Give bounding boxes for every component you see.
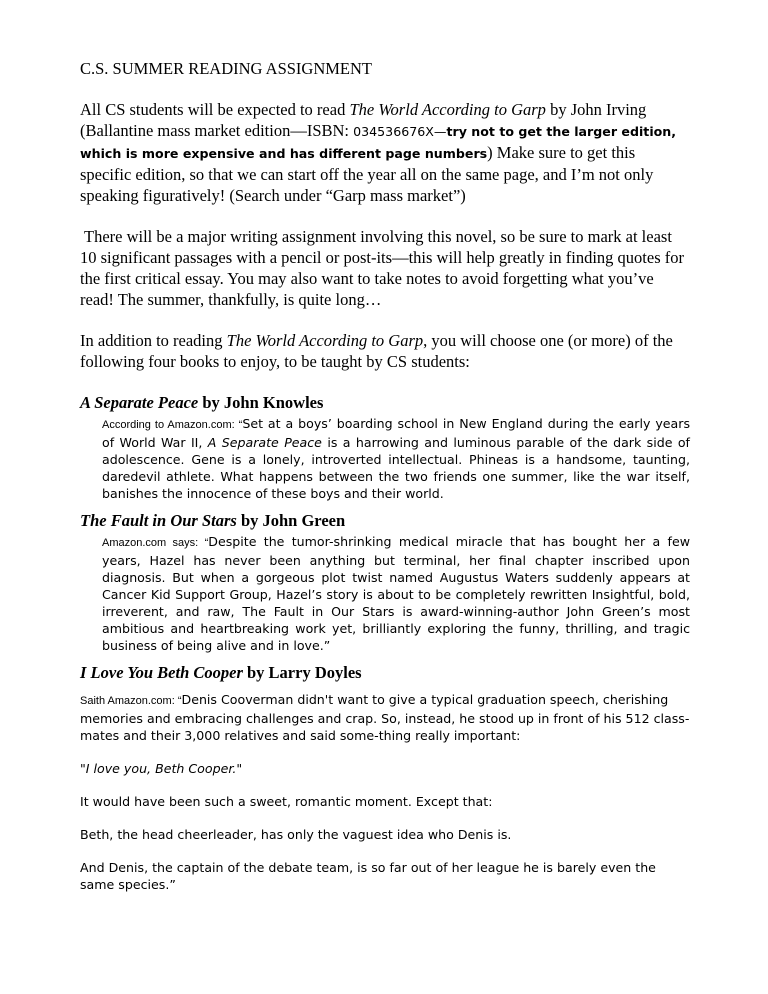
description-paragraph: Beth, the head cheerleader, has only the vaguest idea who Denis is. [80,827,512,842]
description-paragraph: Saith Amazon.com: “Denis Cooverman didn't want to give a typical graduation speech, cherishing memories and embracing challenges and crap. So, instead, he stood up in front of his 512 class-mates and their 3,000 relatives and said some-thing really important: [80,692,690,743]
book-description-beth-cooper [80,691,690,893]
source-label: According to Amazon.com: “ [102,419,243,431]
source-label: Amazon.com says: “ [102,537,209,549]
document-page [80,58,690,909]
page-title: C.S. SUMMER READING ASSIGNMENT [80,59,372,78]
isbn: 034536676X— [353,124,447,139]
intro-paragraph-3: In addition to reading The World According to Garp, you will choose one (or more) of the following four books to enjoy, to be taught by CS students: [80,331,673,371]
intro-paragraph-2: There will be a major writing assignment involving this novel, so be sure to mark at least 10 significant passages with a pencil or post-its—this will help greatly in finding quotes for the first critical essay. You may also want to take notes to avoid forgetting what you’ve read! The summer, thankfully, is quite long… [80,227,684,309]
book-description-separate-peace: According to Amazon.com: “Set at a boys’ boarding school in New England during the early years of World War II, A Separate Peace is a harrowing and luminous parable of the dark side of adolescence. Gene is a lonely, introverted intellectual. Phineas is a handsome, taunting, daredevil athlete. What happens between the two friends one summer, like the war itself, banishes the innocence of these boys and their world. [102,416,691,501]
book-heading-fault-in-our-stars: The Fault in Our Stars by John Green [80,511,346,530]
book-heading-separate-peace: A Separate Peace by John Knowles [80,393,324,412]
intro-paragraph-1: All CS students will be expected to read The World According to Garp by John Irving (Ballantine mass market edition—ISBN: 034536676X—try not to get the larger edition, which is more expensive and has different page numbers) Make sure to get this specific edition, so that we can start off the year all on the same page, and I’m not only speaking figuratively! (Search under “Garp mass market”) [80,100,677,205]
book-title-garp: The World According to Garp [349,100,546,119]
book-heading-beth-cooper: I Love You Beth Cooper by Larry Doyles [80,663,362,682]
description-quote: "I love you, Beth Cooper." [80,761,243,776]
book-title-garp-2: The World According to Garp [226,331,424,350]
edition-warning: try not to get the larger edition, which is more expensive and has different page numbers [80,124,677,161]
description-paragraph: And Denis, the captain of the debate team, is so far out of her league he is barely even the same species.” [80,860,656,892]
description-paragraph: It would have been such a sweet, romantic moment. Except that: [80,794,493,809]
book-description-fault-in-our-stars: Amazon.com says: “Despite the tumor-shrinking medical miracle that has bought her a few years, Hazel has never been anything but terminal, her final chapter inscribed upon diagnosis. But when a gorgeous plot twist named Augustus Waters suddenly appears at Cancer Kid Support Group, Hazel’s story is about to be completely rewritten Insightful, bold, irreverent, and raw, The Fault in Our Stars is award-winning-author John Green’s most ambitious and heartbreaking work yet, brilliantly exploring the funny, thrilling, and tragic business of being alive and in love.” [102,534,691,653]
source-label: Saith Amazon.com: “ [80,695,182,707]
